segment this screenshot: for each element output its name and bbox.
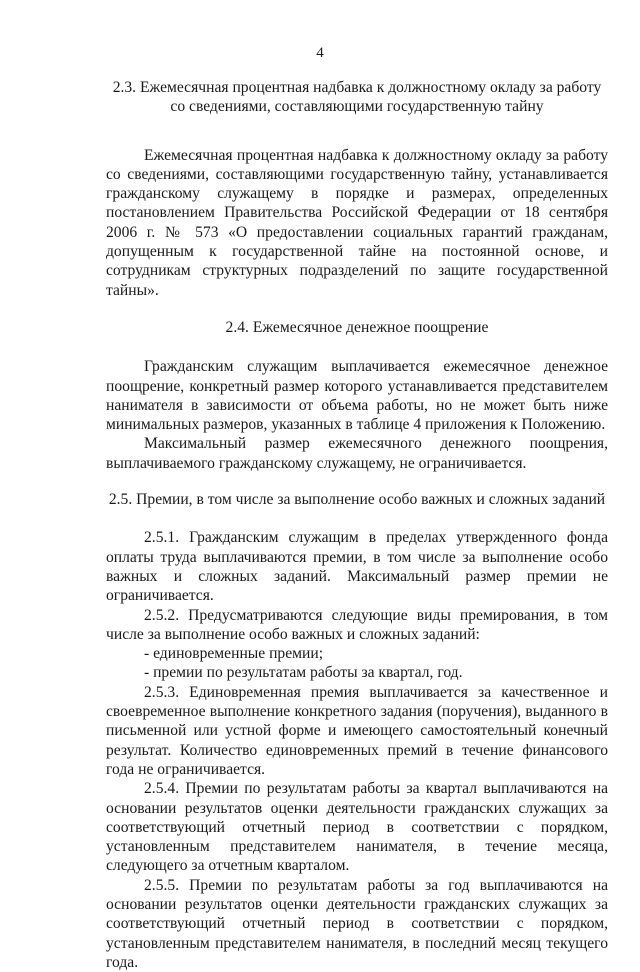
section-2-5-heading: 2.5. Премии, в том числе за выполнение особо важных и сложных заданий <box>108 491 606 509</box>
section-2-4-paragraph-2: Максимальный размер ежемесячного денежного поощрения, выплачиваемого гражданскому служащему, не ограничивается. <box>106 435 608 472</box>
clause-2-5-3: 2.5.3. Единовременная премия выплачивается за качественное и своевременное выполнение конкретного задания (поручения), выданного в письменной или устной форме и имеющего самостоятельный конечный результат. Количество единовременных премий в течение финансового года не ограничивается. <box>106 683 608 778</box>
page-number: 4 <box>316 45 324 61</box>
clause-2-5-5: 2.5.5. Премии по результатам работы за год выплачиваются на основании результатов оценки деятельности гражданских служащих за соответствующий отчетный период в соответствии с порядком, установленным представителем нанимателя, в последний месяц текущего года. <box>106 876 608 971</box>
list-item-one-time-bonus: - единовременные премии; <box>144 645 324 663</box>
section-2-3-paragraph: Ежемесячная процентная надбавка к должностному окладу за работу со сведениями, составляющими государственную тайну, устанавливается гражданскому служащему в порядке и размерах, определенных постановлением Правительства Российской Федерации от 18 сентября 2006 г. № 573 «О предоставлении социальных гарантий гражданам, допущенным к государственной тайне на постоянной основе, и сотрудникам структурных подразделений по защите государственной тайны». <box>106 146 608 299</box>
section-2-3-heading: 2.3. Ежемесячная процентная надбавка к должностному окладу за работу со сведениями, составляющими государственную тайну <box>112 79 602 116</box>
clause-2-5-4: 2.5.4. Премии по результатам работы за квартал выплачиваются на основании результатов оценки деятельности гражданских служащих за соответствующий отчетный период в соответствии с порядком, установленным представителем нанимателя, в течение месяца, следующего за отчетным кварталом. <box>106 780 608 875</box>
clause-2-5-2: 2.5.2. Предусматриваются следующие виды премирования, в том числе за выполнение особо важных и сложных заданий: <box>106 606 608 643</box>
section-2-4-paragraph-1: Гражданским служащим выплачивается ежемесячное денежное поощрение, конкретный размер которого устанавливается представителем нанимателя в зависимости от объема работы, но не может быть ниже минимальных размеров, указанных в таблице 4 приложения к Положению. <box>106 358 608 434</box>
section-2-4-heading: 2.4. Ежемесячное денежное поощрение <box>225 318 489 336</box>
document-body <box>106 78 608 972</box>
list-item-periodic-bonus: - премии по результатам работы за квартал, год. <box>144 664 463 682</box>
clause-2-5-1: 2.5.1. Гражданским служащим в пределах утвержденного фонда оплаты труда выплачиваются премии, в том числе за выполнение особо важных и сложных заданий. Максимальный размер премии не ограничивается. <box>106 529 608 605</box>
